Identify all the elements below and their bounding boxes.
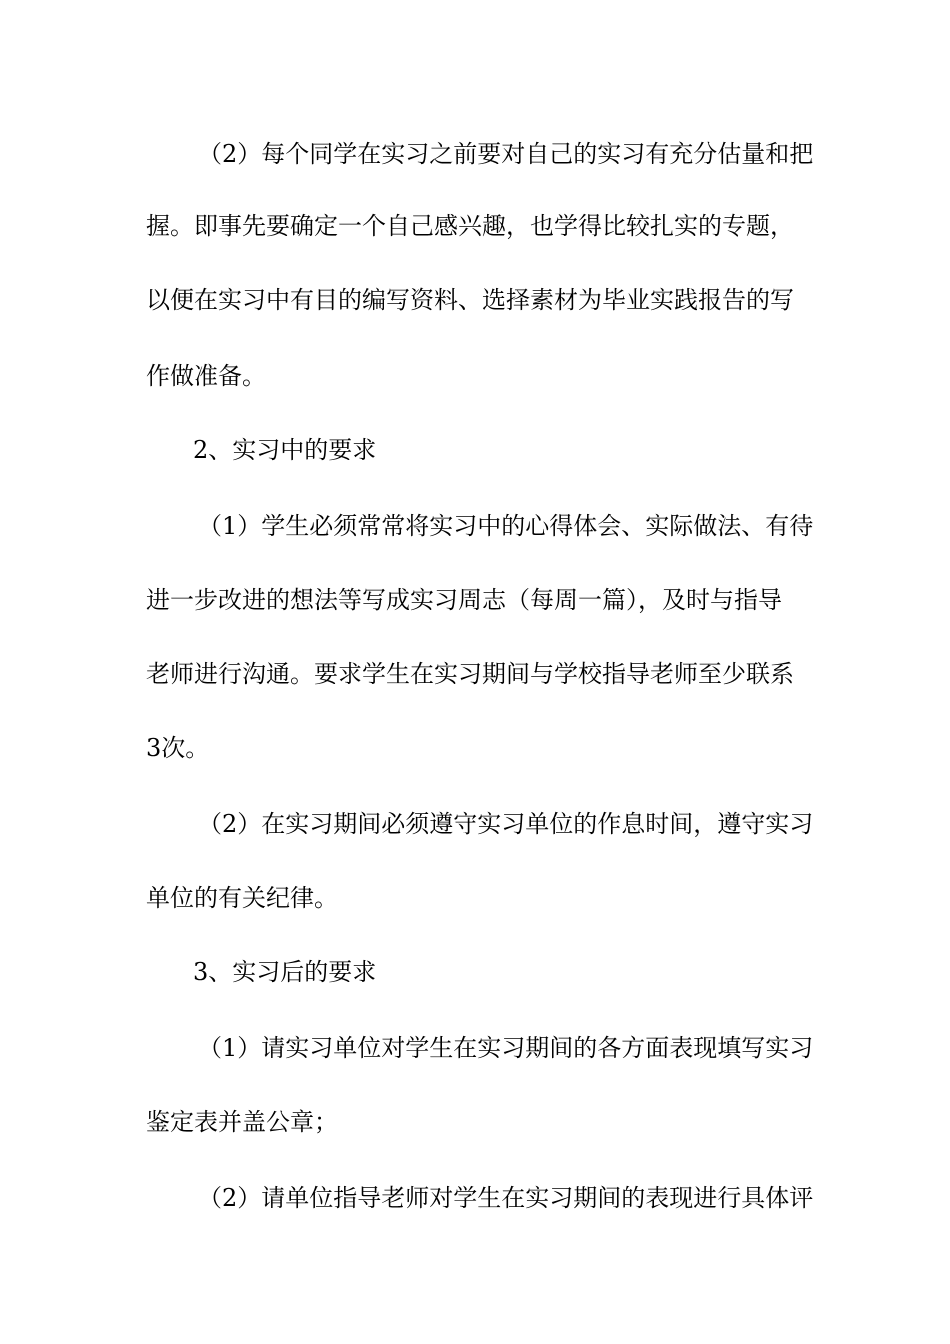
paragraph-line: （1）请实习单位对学生在实习期间的各方面表现填写实习 bbox=[198, 1034, 814, 1062]
paragraph-line: （2）在实习期间必须遵守实习单位的作息时间，遵守实习 bbox=[198, 810, 814, 838]
paragraph-line: 进一步改进的想法等写成实习周志（每周一篇），及时与指导 bbox=[146, 586, 782, 614]
section-heading: 2、实习中的要求 bbox=[193, 436, 377, 464]
paragraph-line: 老师进行沟通。要求学生在实习期间与学校指导老师至少联系 bbox=[146, 660, 794, 688]
paragraph-line: 作做准备。 bbox=[146, 362, 266, 390]
paragraph-line: （1）学生必须常常将实习中的心得体会、实际做法、有待 bbox=[198, 512, 814, 540]
paragraph-line: 单位的有关纪律。 bbox=[146, 884, 338, 912]
paragraph-line: （2）每个同学在实习之前要对自己的实习有充分估量和把 bbox=[198, 140, 814, 168]
paragraph-line: 鉴定表并盖公章； bbox=[146, 1108, 338, 1136]
paragraph-line: （2）请单位指导老师对学生在实习期间的表现进行具体评 bbox=[198, 1184, 814, 1212]
section-heading: 3、实习后的要求 bbox=[193, 958, 377, 986]
paragraph-line: 握。即事先要确定一个自己感兴趣，也学得比较扎实的专题， bbox=[146, 212, 794, 240]
paragraph-line: 3次。 bbox=[146, 734, 210, 762]
paragraph-line: 以便在实习中有目的编写资料、选择素材为毕业实践报告的写 bbox=[146, 286, 794, 314]
